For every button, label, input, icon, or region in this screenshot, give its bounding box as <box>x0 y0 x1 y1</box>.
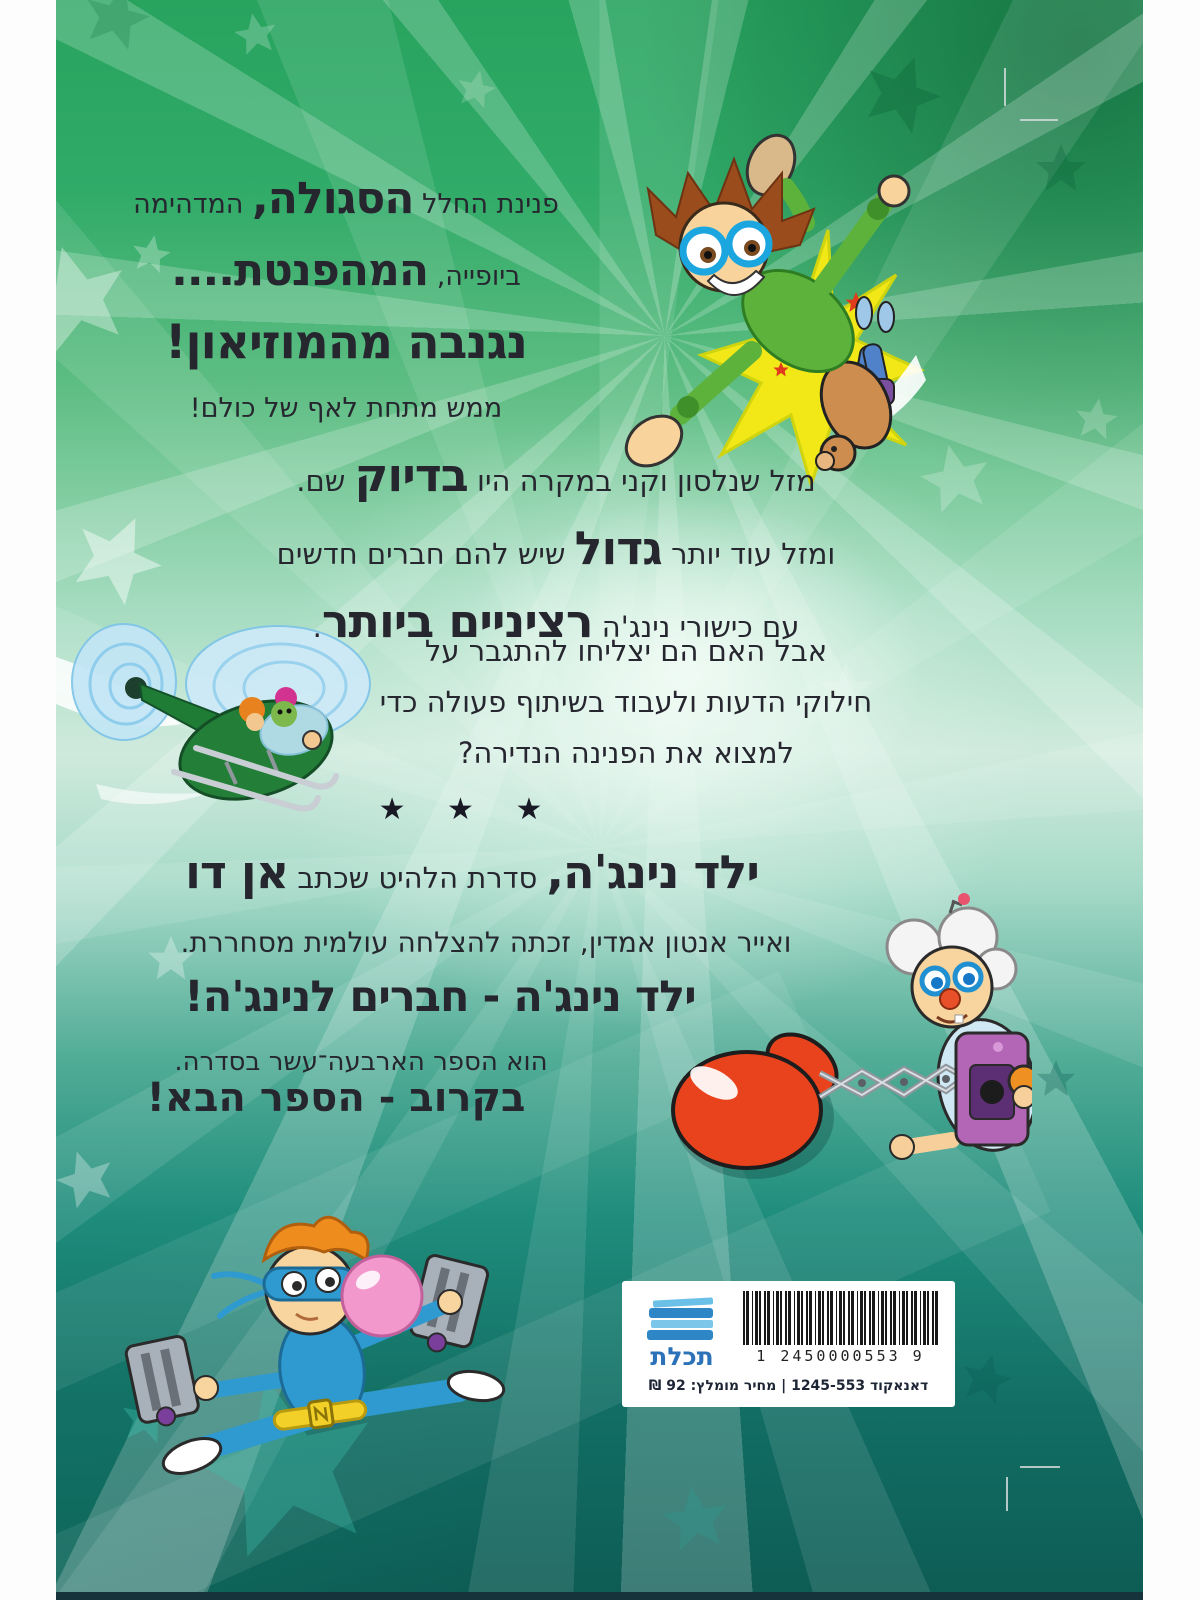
crop-mark <box>1020 119 1058 121</box>
book-title: ילד נינג'ה - חברים לנינג'ה! <box>184 972 696 1022</box>
crop-mark <box>1004 68 1006 106</box>
blurb-text: מזל שנלסון וקני במקרה היו <box>467 464 816 498</box>
blurb-line <box>216 444 896 517</box>
series-title: ילד נינג'ה, <box>546 845 759 899</box>
blurb-text: פנינת החלל <box>413 189 559 220</box>
cover-background <box>56 0 1143 1600</box>
publisher-logo <box>630 1289 734 1370</box>
blurb-emphasis: הסגולה, <box>252 173 414 224</box>
blurb-emphasis: בדיוק <box>354 448 468 502</box>
blurb-emphasis: נגנבה מהמוזיאון! <box>165 315 527 370</box>
blurb-line <box>86 168 606 239</box>
blurb-emphasis: רציניים ביותר <box>321 594 593 648</box>
blurb-text: סדרת הלהיט שכתב <box>288 861 547 895</box>
barcode <box>743 1291 939 1345</box>
blurb-line <box>86 312 606 384</box>
blurb-text: ביופייה, <box>428 261 521 292</box>
blurb-text: ומזל עוד יותר <box>661 537 836 571</box>
publisher-name: תכלת <box>650 1342 714 1371</box>
blurb-line <box>86 239 606 312</box>
blurb-text: המדהימה <box>133 189 253 220</box>
blurb-line: אבל האם הם יצליחו להתגבר על <box>424 634 828 668</box>
author-name: אן דו <box>185 845 289 899</box>
blurb-line <box>80 965 800 1038</box>
blurb-line: חילוקי הדעות ולעבוד בשיתוף פעולה כדי <box>379 685 873 719</box>
danacode-price-line: דאנאקוד 1245-553 | מחיר מומלץ: 92 ₪ <box>648 1378 929 1394</box>
blurb-line: למצוא את הפנינה הנדירה? <box>457 736 795 770</box>
blurb-paragraph-4 <box>126 834 846 1086</box>
blurb-text: שיש להם חברים חדשים <box>276 537 575 571</box>
blurb-line: הוא הספר הארבעה־עשר בסדרה. <box>174 1047 548 1077</box>
blurb-line <box>216 517 896 590</box>
ninja-boy-flying-illustration <box>556 125 926 485</box>
crop-mark <box>1006 1477 1008 1511</box>
blurb-emphasis: גדול <box>574 521 662 575</box>
blurb-line <box>86 384 606 437</box>
blurb-paragraph-1 <box>86 168 606 437</box>
publisher-books-icon <box>645 1297 719 1343</box>
crop-mark <box>1020 1466 1060 1468</box>
blurb-line <box>112 834 832 921</box>
coming-soon-line: בקרוב - הספר הבא! <box>146 1075 526 1121</box>
blurb-emphasis: המהפנטת.... <box>171 245 429 296</box>
barcode-area <box>734 1289 947 1365</box>
blurb-line: ואייר אנטון אמדין, זכתה להצלחה עולמית מסחררת. <box>180 926 792 959</box>
barcode-panel <box>622 1281 955 1407</box>
blurb-text: שם. <box>296 464 355 498</box>
blurb-text: . <box>312 610 322 644</box>
barcode-number: 1 2450000553 9 <box>756 1347 925 1365</box>
three-stars-divider: ★ ★ ★ <box>378 792 559 827</box>
blurb-text: עם כישורי נינג'ה <box>592 610 800 644</box>
page-edge-strip <box>56 1592 1143 1600</box>
blurb-paragraph-3 <box>376 626 876 779</box>
bubblegum-kid-illustration <box>114 1148 514 1488</box>
barcode-row <box>630 1289 947 1375</box>
blurb-text: ממש מתחת לאף של כולם! <box>189 393 503 424</box>
